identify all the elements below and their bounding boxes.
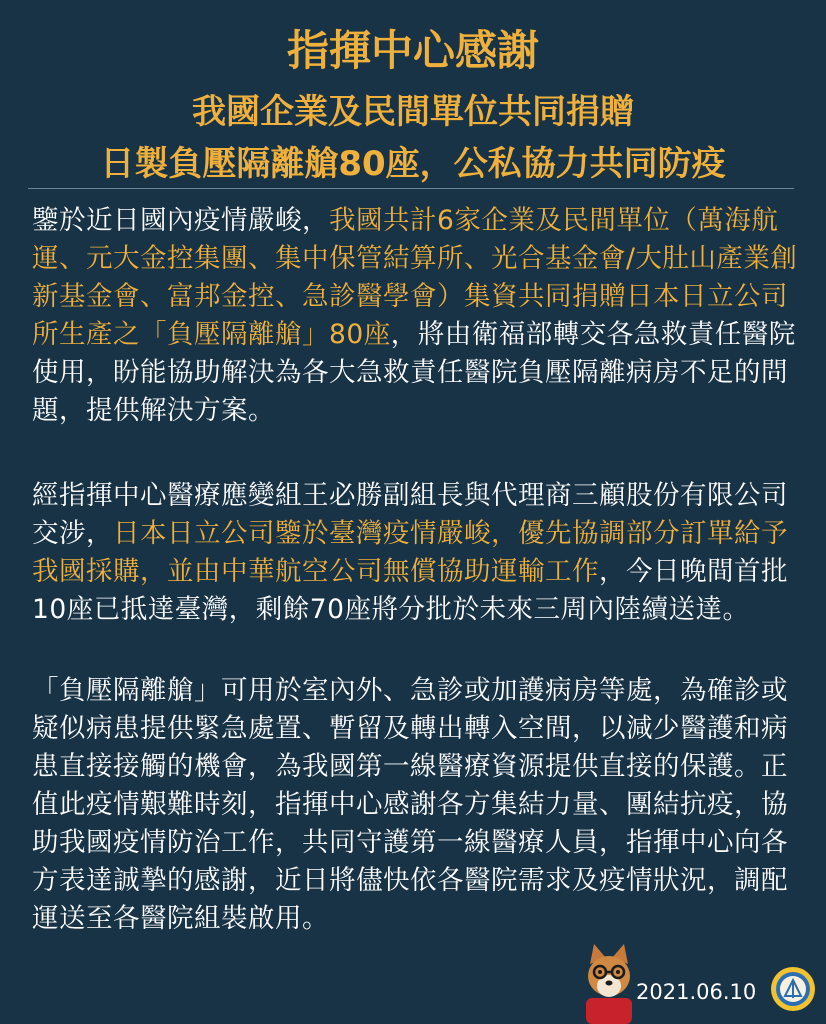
page-title: 指揮中心感謝 xyxy=(286,26,539,75)
p2-highlight: 日本日立公司鑒於臺灣疫情嚴峻，優先協調部分訂單給予我國採購，並由中華航空公司無償協助運輸工作 xyxy=(32,518,788,587)
subtitle-line-2: 日製負壓隔離艙80座，公私協力共同防疫 xyxy=(100,144,726,184)
shiba-dog-mascot-icon xyxy=(580,942,638,1024)
p1-rest: ，將由衛福部轉交各急救責任醫院使用，盼能協助解決為各大急救責任醫院負壓隔離病房不足的問題，提供解決方案。 xyxy=(32,319,796,426)
paragraph-3: 「負壓隔離艙」可用於室內外、急診或加護病房等處，為確診或疑似病患提供緊急處置、暫留及轉出轉入空間，以減少醫護和病患直接接觸的機會，為我國第一線醫療資源提供直接的保護。正值此疫情艱難時刻，指揮中心感謝各方集結力量、團結抗疫，協助我國疫情防治工作，共同守護第一線醫療人員，指揮中心向各方表達誠摯的感謝，近日將儘快依各醫院需求及疫情狀況，調配運送至各醫院組裝啟用。 xyxy=(32,675,788,934)
date-stamp: 2021.06.10 xyxy=(636,980,757,1004)
ministry-seal-logo-icon xyxy=(770,966,816,1012)
p1-highlight: 我國共計6家企業及民間單位（萬海航運、元大金控集團、集中保管結算所、光合基金會/大肚山產業創新基金會、富邦金控、急診醫學會）集資共同捐贈日本日立公司所生產之「負壓隔離艙」80座 xyxy=(32,205,798,350)
divider xyxy=(28,188,794,189)
paragraph-1 xyxy=(32,202,802,430)
subtitle-line-1: 我國企業及民間單位共同捐贈 xyxy=(192,92,634,132)
p2-intro: 經指揮中心醫療應變組王必勝副組長與代理商三顧股份有限公司交涉， xyxy=(32,480,788,549)
p2-rest: ，今日晚間首批10座已抵達臺灣，剩餘70座將分批於未來三周內陸續送達。 xyxy=(32,556,788,625)
p1-intro: 鑒於近日國內疫情嚴峻， xyxy=(32,205,329,236)
paragraph-2 xyxy=(32,477,802,629)
